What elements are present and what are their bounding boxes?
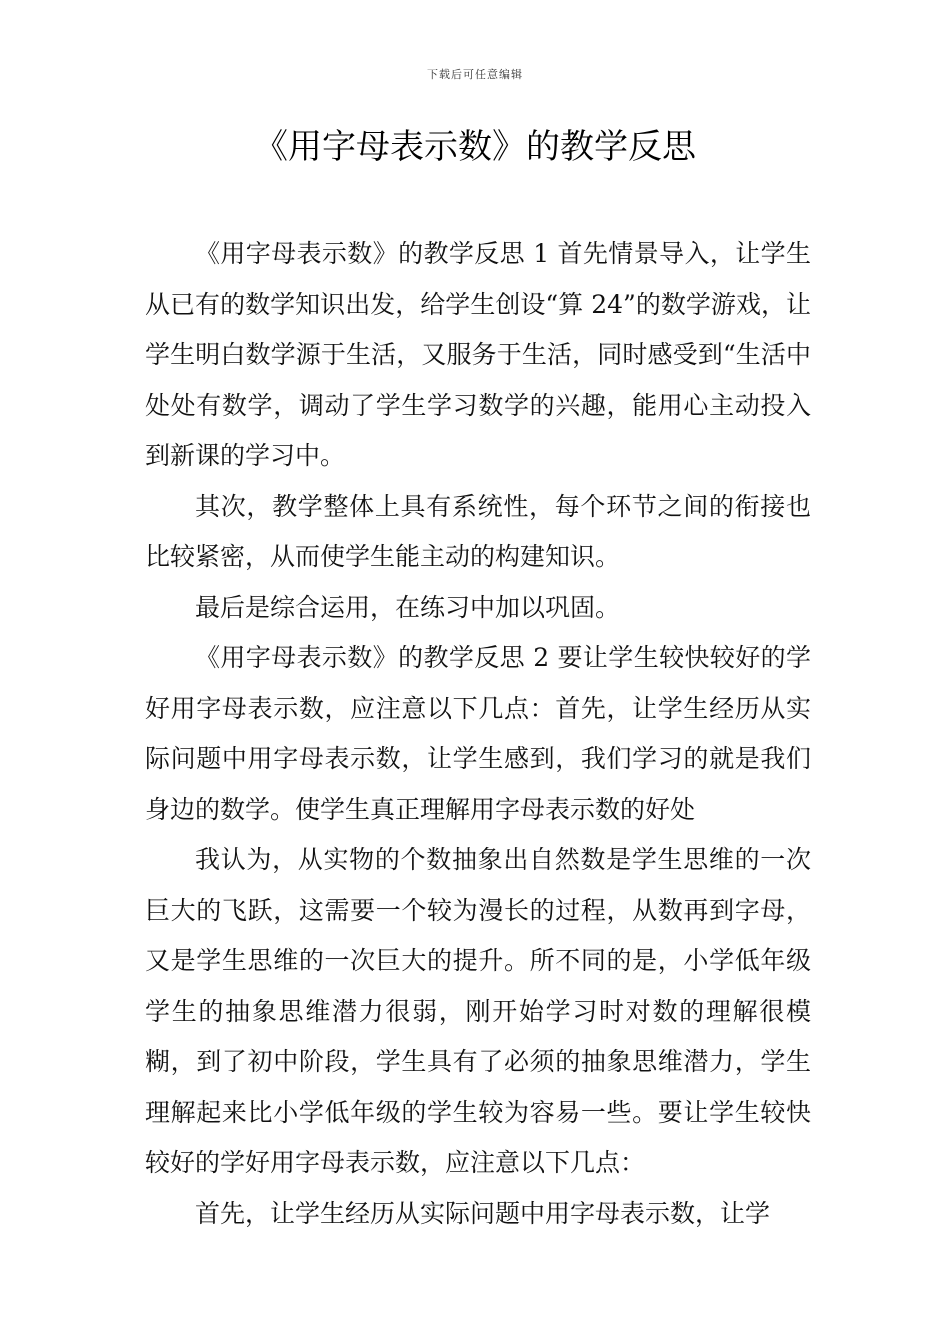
paragraph-1: 《用字母表示数》的教学反思 1 首先情景导入，让学生从已有的数学知识出发，给学生创设“算 24”的数学游戏，让学生明白数学源于生活，又服务于生活，同时感受到“生活中处处有数学，调动了学生学习数学的兴趣，能用心主动投入到新课的学习中。 — [145, 239, 811, 470]
paragraph-4: 《用字母表示数》的教学反思 2 要让学生较快较好的学好用字母表示数，应注意以下几点：首先，让学生经历从实际问题中用字母表示数，让学生感到，我们学习的就是我们身边的数学。使学生真正理解用字母表示数的好处 — [145, 643, 811, 824]
paragraph-5: 我认为，从实物的个数抽象出自然数是学生思维的一次巨大的飞跃，这需要一个较为漫长的过程，从数再到字母，又是学生思维的一次巨大的提升。所不同的是，小学低年级学生的抽象思维潜力很弱，刚开始学习时对数的理解很模糊，到了初中阶段，学生具有了必须的抽象思维潜力，学生理解起来比小学低年级的学生较为容易一些。要让学生较快较好的学好用字母表示数，应注意以下几点： — [145, 845, 811, 1177]
document-title: 《用字母表示数》的教学反思 — [254, 127, 696, 167]
page-header-note: 下载后可任意编辑 — [427, 68, 523, 81]
paragraph-2: 其次，教学整体上具有系统性，每个环节之间的衔接也比较紧密，从而使学生能主动的构建知识。 — [145, 491, 811, 571]
paragraph-3: 最后是综合运用，在练习中加以巩固。 — [195, 592, 621, 622]
document-body — [145, 229, 811, 1329]
paragraph-6: 首先，让学生经历从实际问题中用字母表示数，让学 — [195, 1198, 771, 1228]
